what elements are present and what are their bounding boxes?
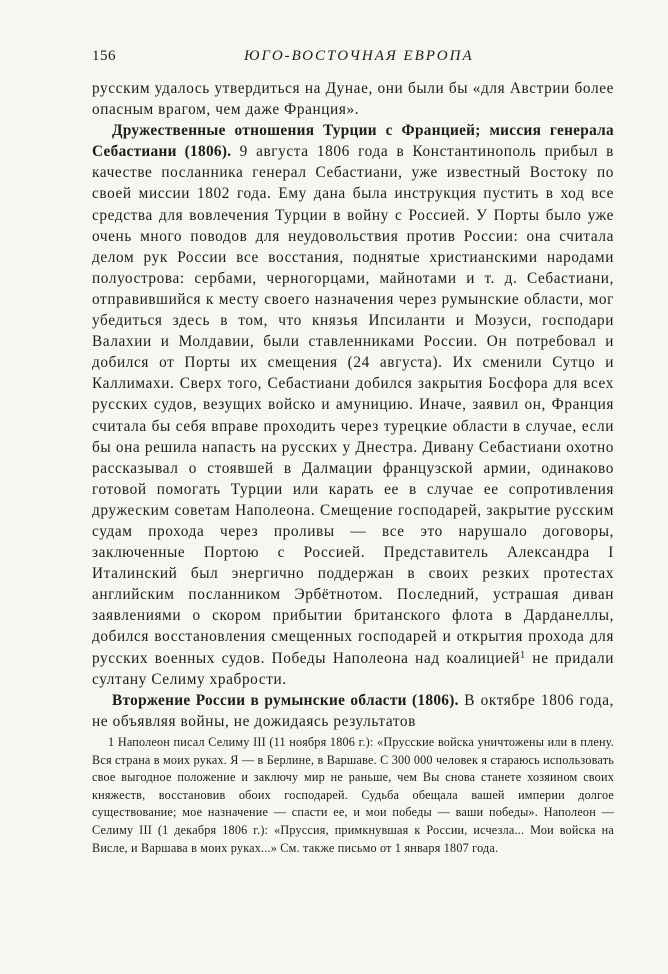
footnote-reference: 1 [520, 649, 526, 661]
paragraph-text: В октябре 1806 года, не объявляя войны, не дожидаясь результатов [92, 691, 615, 730]
paragraph-text: русским удалось утвердиться на Дунае, они были бы «для Австрии более опасным врагом, чем даже Франция». [92, 80, 614, 119]
footnotes [92, 734, 614, 857]
paragraph-text-tail: не придали султану Селиму храбрости. [92, 649, 614, 688]
paragraph-text: 9 августа 1806 года в Константинополь прибыл в качестве посланника генерал Себастиани, уже известный Востоку по своей миссии 1802 года. Ему дана была инструкция пустить в ход все средства для вовлечения Турции в войну с Россией. У Порты было уже очень много поводов для неудовольствия против России: она считала делом рук России все восстания, поднятые христианскими народами полуострова: сербами, черногорцами, майнотами и т. д. Себастиани, отправившийся к месту своего назначения через румынские области, мог убедиться здесь в том, что князья Ипсиланти и Мозуси, господари Валахии и Молдавии, были ставленниками России. Он потребовал и добился от Порты их смещения (24 августа). Их сменили Сутцо и Каллимахи. Сверх того, Себастиани добился закрытия Босфора для всех русских судов, везущих войско и амуницию. Иначе, заявил он, Франция считала бы себя вправе проходить через турецкие области в случае, если бы она решила напасть на русских у Днестра. Дивану Себастиани охотно рассказывал о стоявшей в Далмации французской армии, одинаково готовой помогать Турции или карать ее в случае ее сопротивления дружеским советам Наполеона. Смещение господарей, закрытие русским судам прохода через проливы — все это нарушало договоры, заключенные Портою с Россией. Представитель Александра I Италинский был энергично поддержан в своих резких протестах английским посланником Эрбётнотом. Последний, устрашая диван заявлениями о скором прибытии британского флота в Дарданеллы, добился восстановления смещенных господарей и открытия прохода для русских военных судов. Победы Наполеона над коалицией [92, 143, 614, 667]
page-header [92, 48, 614, 72]
section-heading-invasion: Вторжение России в румынские области (1806). [112, 691, 459, 709]
paragraph-sebastiani [92, 120, 614, 690]
footnote-text: Наполеон писал Селиму III (11 ноября 1806 г.): «Прусские войска уничтожены или в плену. Вся страна в моих руках. Я — в Берлине, в Варшаве. С 300 000 человек я стараюсь использовать свое выгодное положение и заключу мир не раньше, чем Вы снова станете хозяином своих княжеств, восстановив обоих господарей. Судьба обещала вашей империи долгое существование; мое назначение — спасти ее, и мои победы — ваши победы». Наполеон — Селиму III (1 декабря 1806 г.): «Пруссия, примкнувшая к России, исчезла... Мои войска на Висле, и Варшава в моих руках...» См. также письмо от 1 января 1807 года. [92, 735, 614, 855]
page-number: 156 [92, 48, 116, 64]
footnote-marker: 1 [108, 735, 115, 749]
section-heading-sebastiani: Дружественные отношения Турции с Францией; миссия генерала Себастиани (1806). [92, 122, 614, 161]
main-text [92, 78, 614, 732]
paragraph-continuation [92, 78, 614, 120]
paragraph-invasion [92, 690, 614, 732]
running-title: ЮГО-ВОСТОЧНАЯ ЕВРОПА [244, 48, 474, 64]
footnote-1 [92, 734, 614, 857]
